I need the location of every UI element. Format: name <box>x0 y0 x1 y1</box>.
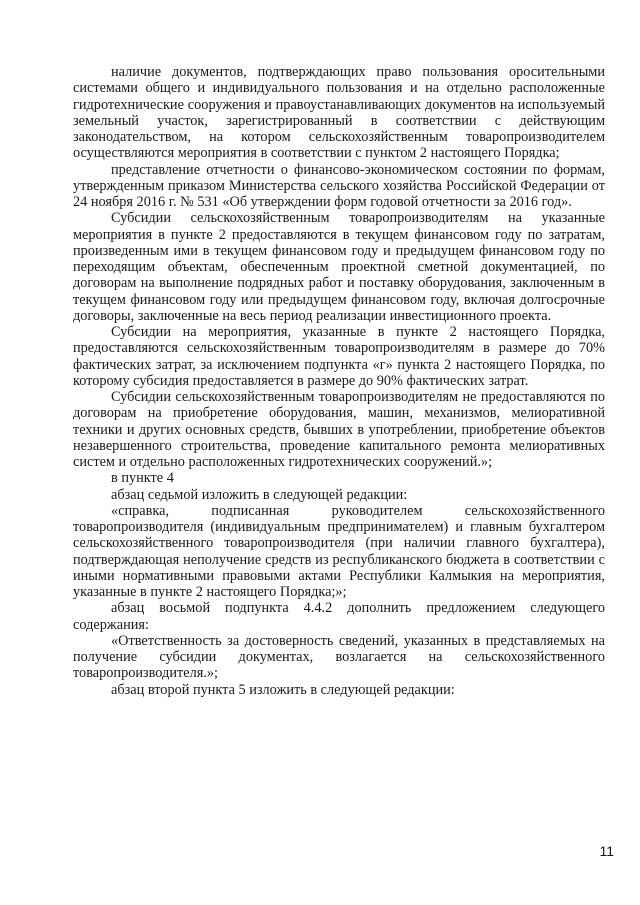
paragraph: представление отчетности о финансово-экономическом состоянии по формам, утвержденным приказом Министерства сельского хозяйства Российской Федерации от 24 ноября 2016 г. № 531 «Об утверждении форм годовой отчетности за 2016 год». <box>73 161 605 210</box>
document-body <box>73 64 605 698</box>
paragraph: «справка, подписанная руководителем сельскохозяйственного товаропроизводителя (индивидуальным предпринимателем) и главным бухгалтером сельскохозяйственного товаропроизводителя (при наличии главного бухгалтера), подтверждающая неполучение средств из республиканского бюджета в соответствии с иными нормативными правовыми актами Республики Калмыкия на мероприятия, указанные в пункте 2 настоящего Порядка;»; <box>73 502 605 600</box>
paragraph: Субсидии на мероприятия, указанные в пункте 2 настоящего Порядка, предоставляются сельскохозяйственным товаропроизводителям в размере до 70% фактических затрат, за исключением подпункта «г» пункта 2 настоящего Порядка, по которому субсидия предоставляется в размере до 90% фактических затрат. <box>73 324 605 389</box>
paragraph: «Ответственность за достоверность сведений, указанных в представляемых на получение субсидии документах, возлагается на сельскохозяйственного товаропроизводителя.»; <box>73 632 605 682</box>
paragraph: Субсидии сельскохозяйственным товаропроизводителям на указанные мероприятия в пункте 2 предоставляются в текущем финансовом году по затратам, произведенным ими в текущем финансовом году и предыдущем финансовом году по переходящим объектам, обеспеченным проектной сметной документацией, по договорам на выполнение подрядных работ и поставку оборудования, заключенным в текущем финансовом году или предыдущем финансовом году, включая долгосрочные договоры, заключенные на весь период реализации инвестиционного проекта. <box>73 210 605 324</box>
paragraph: абзац второй пункта 5 изложить в следующей редакции: <box>111 681 455 698</box>
paragraph: абзац восьмой подпункта 4.4.2 дополнить предложением следующего содержания: <box>73 600 605 633</box>
paragraph: абзац седьмой изложить в следующей редакции: <box>111 486 408 503</box>
paragraph: Субсидии сельскохозяйственным товаропроизводителям не предоставляются по договорам на приобретение оборудования, машин, механизмов, мелиоративной техники и других основных средств, бывших в употреблении, приобретение объектов незавершенного строительства, проведение капитального ремонта мелиоративных систем и отдельно расположенных гидротехнических сооружений.»; <box>73 389 605 470</box>
page-number: 11 <box>599 843 614 859</box>
paragraph: наличие документов, подтверждающих право пользования оросительными системами общего и индивидуального пользования и на отдельно расположенные гидротехнические сооружения и правоустанавливающих документов на используемый земельный участок, зарегистрированный в соответствии с действующим законодательством, на котором сельскохозяйственным товаропроизводителем осуществляются мероприятия в соответствии с пунктом 2 настоящего Порядка; <box>73 64 605 162</box>
paragraph: в пункте 4 <box>111 470 174 487</box>
